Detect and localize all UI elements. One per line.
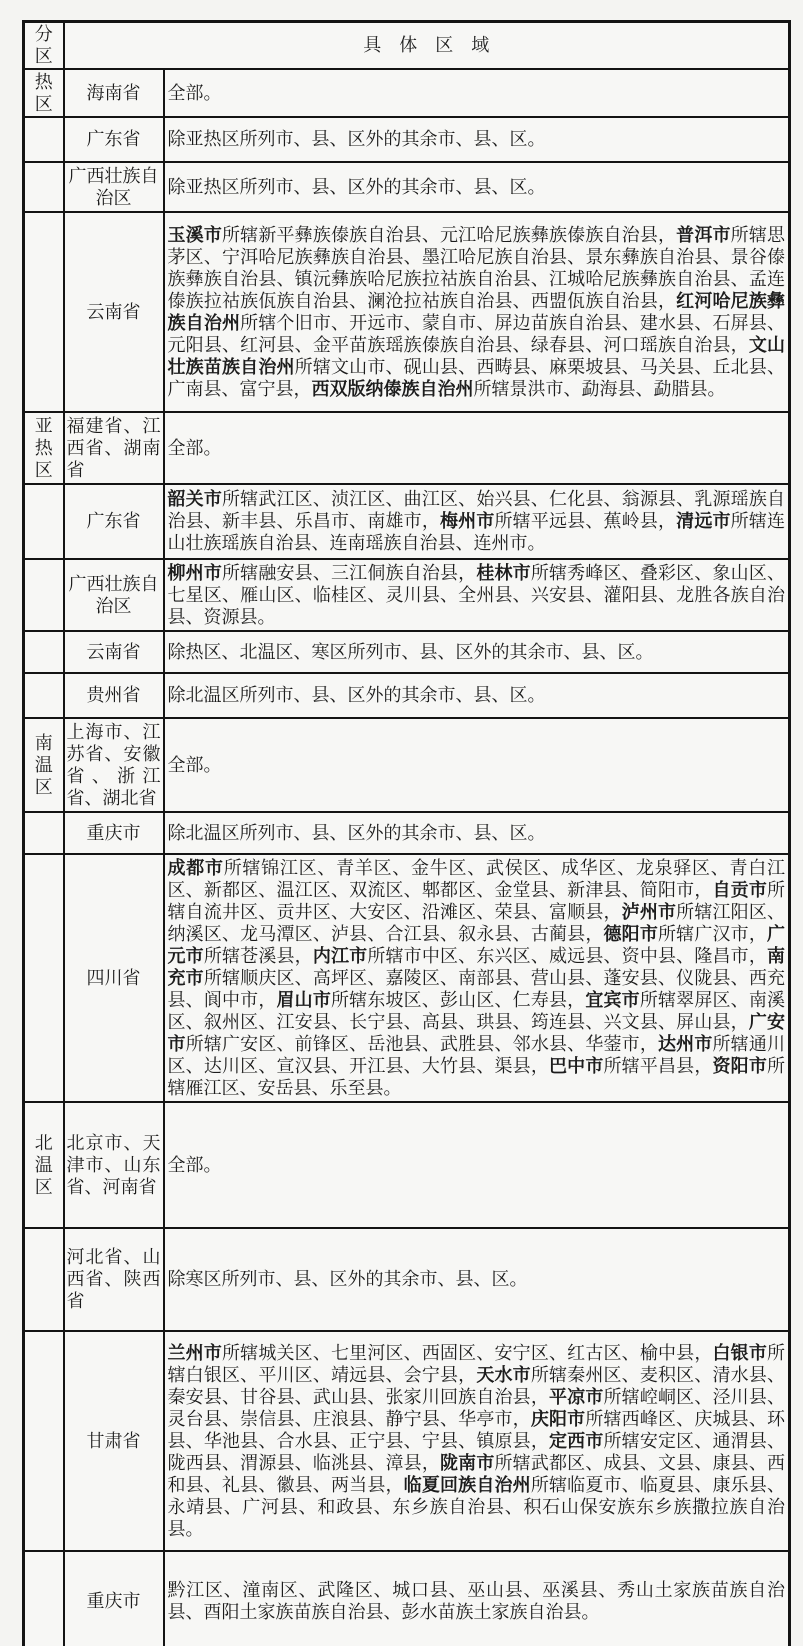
prefecture-name: 玉溪市 (167, 224, 222, 245)
province-cell: 海南省 (64, 69, 164, 117)
region-list-text: 所辖平远县、蕉岭县， (494, 511, 677, 531)
province-cell: 贵州省 (64, 673, 164, 718)
region-list-text: 所辖融安县、三江侗族自治县， (222, 562, 477, 583)
prefecture-name: 陇南市 (440, 1452, 495, 1473)
region-detail-cell (164, 1331, 790, 1551)
table-row (24, 117, 790, 162)
zone-cell (24, 162, 64, 212)
province-cell: 广西壮族自治区 (64, 162, 164, 212)
zone-cell: 热区 (24, 69, 64, 117)
climate-zone-table (22, 20, 791, 1646)
province-cell: 北京市、天津市、山东省、河南省 (64, 1102, 164, 1228)
zone-cell (24, 1228, 64, 1331)
region-list-text: 所辖顺庆区、高坪区、嘉陵区、南部县、营山县、蓬安县、仪陇县、西充县、阆中市， (167, 967, 786, 1010)
region-list-text: 所辖连山壮族瑶族自治县、连南瑶族自治县、连州市。 (167, 511, 786, 553)
region-detail-cell (164, 162, 790, 212)
province-cell: 福建省、江西省、湖南省 (64, 412, 164, 484)
province-cell: 广东省 (64, 117, 164, 162)
region-detail-cell (164, 1228, 790, 1331)
table-row (24, 162, 790, 212)
table-row (24, 1551, 790, 1646)
table-row (24, 812, 790, 854)
table-row (24, 673, 790, 718)
region-list-text: 除北温区所列市、县、区外的其余市、县、区。 (167, 822, 546, 843)
region-detail-cell (164, 1102, 790, 1228)
region-detail-cell (164, 69, 790, 117)
region-list-text: 所辖景洪市、勐海县、勐腊县。 (473, 378, 726, 399)
prefecture-name: 平凉市 (549, 1386, 604, 1407)
prefecture-name: 资阳市 (712, 1055, 767, 1076)
prefecture-name: 兰州市 (167, 1342, 222, 1363)
province-cell: 甘肃省 (64, 1331, 164, 1551)
prefecture-name: 梅州市 (440, 511, 495, 531)
region-list-text: 所辖广汉市， (658, 923, 767, 944)
zone-cell (24, 1551, 64, 1646)
province-cell: 广东省 (64, 484, 164, 559)
zone-cell (24, 117, 64, 162)
table-row (24, 69, 790, 117)
region-list-text: 所辖苍溪县， (203, 945, 313, 966)
region-list-text: 所辖文山市、砚山县、西畴县、麻栗坡县、马关县、丘北县、广南县、富宁县， (167, 356, 786, 399)
prefecture-name: 红河哈尼族彝族自治州 (167, 290, 786, 333)
province-cell: 云南省 (64, 212, 164, 412)
region-list-text: 除亚热区所列市、县、区外的其余市、县、区。 (167, 176, 546, 197)
zone-column-header: 分区 (24, 22, 64, 69)
prefecture-name: 普洱市 (676, 224, 731, 245)
region-detail-cell (164, 1551, 790, 1646)
region-list-text: 全部。 (167, 437, 222, 458)
prefecture-name: 定西市 (549, 1430, 604, 1451)
region-list-text: 所辖城关区、七里河区、西固区、安宁区、红古区、榆中县， (222, 1342, 713, 1363)
region-list-text: 所辖秦州区、麦积区、清水县、秦安县、甘谷县、武山县、张家川回族自治县， (167, 1364, 786, 1407)
region-detail-cell (164, 117, 790, 162)
region-list-text: 所辖新平彝族傣族自治县、元江哈尼族彝族傣族自治县， (222, 224, 677, 245)
region-list-text: 全部。 (167, 82, 222, 103)
table-row (24, 631, 790, 673)
region-list-text: 所辖个旧市、开远市、蒙自市、屏边苗族自治县、建水县、石屏县、元阳县、红河县、金平苗族瑶族傣族自治县、绿春县、河口瑶族自治县， (167, 312, 786, 355)
province-cell: 云南省 (64, 631, 164, 673)
region-detail-cell (164, 484, 790, 559)
table-body (24, 69, 790, 1646)
prefecture-name: 文山壮族苗族自治州 (167, 334, 786, 377)
header-row (24, 22, 790, 69)
prefecture-name: 宜宾市 (585, 989, 640, 1010)
region-list-text: 黔江区、潼南区、武隆区、城口县、巫山县、巫溪县、秀山土家族苗族自治县、酉阳土家族苗族自治县、彭水苗族土家族自治县。 (167, 1579, 785, 1622)
region-list-text: 所辖平昌县， (603, 1055, 713, 1076)
region-list-text: 所辖秀峰区、叠彩区、象山区、七星区、雁山区、临桂区、灵川县、全州县、兴安县、灌阳县、龙胜各族自治县、资源县。 (167, 562, 786, 627)
zone-cell (24, 1331, 64, 1551)
region-list-text: 所辖自流井区、贡井区、大安区、沿滩区、荣县、富顺县， (167, 879, 785, 922)
region-detail-cell (164, 854, 790, 1102)
zone-cell (24, 484, 64, 559)
table-row (24, 412, 790, 484)
province-cell: 重庆市 (64, 1551, 164, 1646)
region-list-text: 所辖通川区、达川区、宣汉县、开江县、大竹县、渠县， (167, 1033, 786, 1076)
prefecture-name: 南充市 (167, 945, 786, 988)
prefecture-name: 白银市 (712, 1342, 767, 1363)
prefecture-name: 桂林市 (476, 562, 531, 583)
prefecture-name: 自贡市 (712, 879, 767, 900)
zone-cell (24, 854, 64, 1102)
region-list-text: 所辖锦江区、青羊区、金牛区、武侯区、成华区、龙泉驿区、青白江区、新都区、温江区、双流区、郫都区、金堂县、新津县、简阳市， (167, 857, 785, 900)
table-row (24, 484, 790, 559)
region-list-text: 所辖白银区、平川区、靖远县、会宁县， (167, 1342, 785, 1385)
zone-cell (24, 212, 64, 412)
region-detail-cell (164, 631, 790, 673)
zone-cell: 南温区 (24, 718, 64, 812)
prefecture-name: 广安市 (167, 1011, 786, 1054)
table-row (24, 1331, 790, 1551)
table-row (24, 1228, 790, 1331)
prefecture-name: 泸州市 (621, 901, 677, 922)
region-list-text: 除热区、北温区、寒区所列市、县、区外的其余市、县、区。 (167, 641, 654, 662)
zone-cell (24, 559, 64, 631)
zone-cell (24, 812, 64, 854)
table-row (24, 559, 790, 631)
region-list-text: 所辖翠屏区、南溪区、叙州区、江安县、长宁县、高县、珙县、筠连县、兴文县、屏山县， (167, 989, 786, 1032)
region-list-text: 所辖武江区、浈江区、曲江区、始兴县、仁化县、翁源县、乳源瑶族自治县、新丰县、乐昌市、南雄市， (167, 489, 785, 531)
prefecture-name: 成都市 (167, 857, 224, 878)
province-cell: 重庆市 (64, 812, 164, 854)
prefecture-name: 柳州市 (167, 562, 222, 583)
region-detail-cell (164, 212, 790, 412)
table-row (24, 1102, 790, 1228)
prefecture-name: 临夏回族自治州 (403, 1474, 531, 1495)
region-list-text: 除寒区所列市、县、区外的其余市、县、区。 (167, 1269, 528, 1289)
prefecture-name: 德阳市 (603, 923, 658, 944)
zone-cell (24, 673, 64, 718)
region-detail-cell (164, 718, 790, 812)
region-list-text: 所辖东坡区、彭山区、仁寿县， (331, 989, 586, 1010)
zone-cell: 亚热区 (24, 412, 64, 484)
prefecture-name: 广元市 (167, 923, 785, 966)
region-list-text: 所辖临夏市、临夏县、康乐县、永靖县、广河县、和政县、东乡族自治县、积石山保安族东乡族撒拉族自治县。 (167, 1474, 786, 1539)
area-column-header: 具体区域 (64, 22, 790, 69)
region-list-text: 除北温区所列市、县、区外的其余市、县、区。 (167, 685, 546, 705)
zone-cell (24, 631, 64, 673)
prefecture-name: 西双版纳傣族自治州 (311, 378, 474, 399)
prefecture-name: 眉山市 (276, 989, 331, 1010)
region-detail-cell (164, 559, 790, 631)
region-list-text: 所辖西峰区、庆城县、环县、华池县、合水县、正宁县、宁县、镇原县， (167, 1408, 786, 1451)
region-list-text: 所辖安定区、通渭县、陇西县、渭源县、临洮县、漳县， (167, 1430, 785, 1473)
prefecture-name: 天水市 (476, 1364, 531, 1385)
prefecture-name: 内江市 (312, 945, 368, 966)
province-cell: 河北省、山西省、陕西省 (64, 1228, 164, 1331)
table-row (24, 718, 790, 812)
region-list-text: 所辖思茅区、宁洱哈尼族彝族自治县、墨江哈尼族自治县、景东彝族自治县、景谷傣族彝族自治县、镇沅彝族哈尼族拉祜族自治县、江城哈尼族彝族自治县、孟连傣族拉祜族佤族自治县、澜沧拉祜族自治县、西盟佤族自治县， (167, 224, 786, 311)
province-cell: 广西壮族自治区 (64, 559, 164, 631)
region-list-text: 所辖广安区、前锋区、岳池县、武胜县、邻水县、华蓥市， (185, 1033, 659, 1054)
table-row (24, 212, 790, 412)
region-list-text: 所辖市中区、东兴区、威远县、资中县、隆昌市， (367, 945, 768, 966)
prefecture-name: 巴中市 (549, 1055, 604, 1076)
region-list-text: 所辖武都区、成县、文县、康县、西和县、礼县、徽县、两当县， (167, 1452, 785, 1495)
region-list-text: 全部。 (167, 1154, 222, 1175)
region-list-text: 全部。 (167, 754, 222, 775)
zone-cell: 北温区 (24, 1102, 64, 1228)
prefecture-name: 清远市 (676, 511, 731, 531)
table-row (24, 854, 790, 1102)
region-detail-cell (164, 812, 790, 854)
province-cell: 四川省 (64, 854, 164, 1102)
region-list-text: 所辖雁江区、安岳县、乐至县。 (167, 1055, 785, 1098)
prefecture-name: 韶关市 (167, 489, 222, 509)
region-list-text: 除亚热区所列市、县、区外的其余市、县、区。 (167, 129, 546, 149)
province-cell: 上海市、江苏省、安徽省、浙江省、湖北省 (64, 718, 164, 812)
prefecture-name: 达州市 (658, 1033, 713, 1054)
prefecture-name: 庆阳市 (530, 1408, 586, 1429)
region-list-text: 所辖崆峒区、泾川县、灵台县、崇信县、庄浪县、静宁县、华亭市， (167, 1386, 785, 1429)
region-list-text: 所辖江阳区、纳溪区、龙马潭区、泸县、合江县、叙永县、古蔺县， (167, 901, 786, 944)
region-detail-cell (164, 412, 790, 484)
region-detail-cell (164, 673, 790, 718)
